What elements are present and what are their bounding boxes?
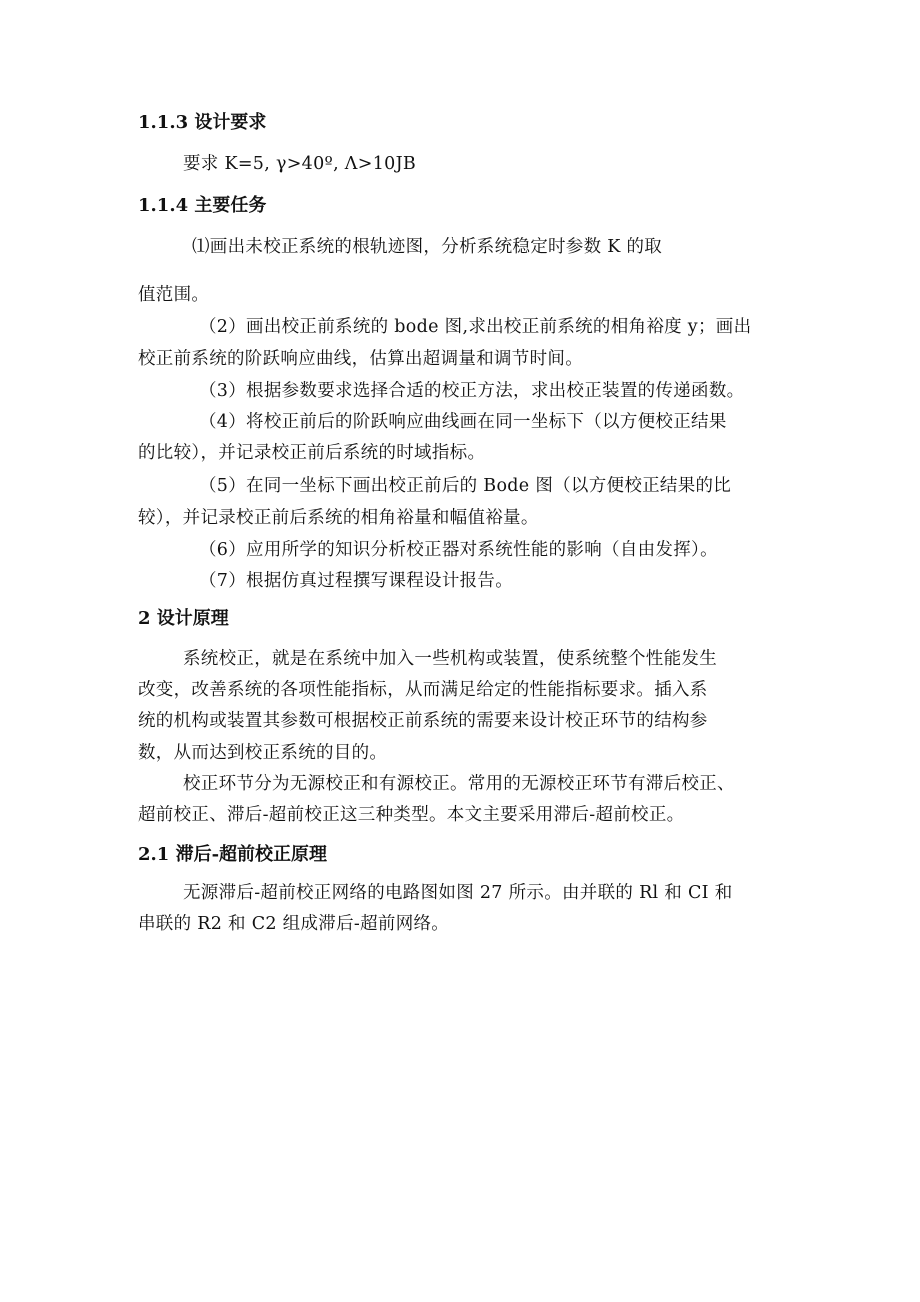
lag-lead-p-line-1: 无源滞后-超前校正网络的电路图如图 27 所示。由并联的 Rl 和 CI 和 <box>183 883 733 903</box>
principle-p1-line-1: 系统校正，就是在系统中加入一些机构或装置，使系统整个性能发生 <box>183 649 717 669</box>
task-2-line-1: （2）画出校正前系统的 bode 图,求出校正前系统的相角裕度 y；画出 <box>199 317 752 337</box>
principle-p2-line-2: 超前校正、滞后-超前校正这三种类型。本文主要采用滞后-超前校正。 <box>138 805 685 825</box>
section-heading-2-1: 2.1 滞后-超前校正原理 <box>138 844 328 865</box>
principle-p2-line-1: 校正环节分为无源校正和有源校正。常用的无源校正环节有滞后校正、 <box>183 774 735 794</box>
task-1-line-2: 值范围。 <box>138 285 210 305</box>
task-2-line-2: 校正前系统的阶跃响应曲线，估算出超调量和调节时间。 <box>138 349 583 369</box>
section-heading-2: 2 设计原理 <box>138 608 229 629</box>
task-4-line-2: 的比较），并记录校正前后系统的时域指标。 <box>138 443 486 463</box>
section-heading-1-1-3: 1.1.3 设计要求 <box>138 112 267 133</box>
task-3: （3）根据参数要求选择合适的校正方法，求出校正装置的传递函数。 <box>199 381 745 401</box>
lag-lead-p-line-2: 串联的 R2 和 C2 组成滞后-超前网络。 <box>138 914 450 934</box>
task-4-line-1: （4）将校正前后的阶跃响应曲线画在同一坐标下（以方便校正结果 <box>199 412 727 432</box>
task-5-line-2: 较），并记录校正前后系统的相角裕量和幅值裕量。 <box>138 508 539 528</box>
principle-p1-line-3: 统的机构或装置其参数可根据校正前系统的需要来设计校正环节的结构参 <box>138 711 708 731</box>
section-heading-1-1-4: 1.1.4 主要任务 <box>138 195 267 216</box>
task-6: （6）应用所学的知识分析校正器对系统性能的影响（自由发挥）。 <box>199 540 718 560</box>
task-1-line-1: ⑴画出未校正系统的根轨迹图，分析系统稳定时参数 K 的取 <box>192 237 663 257</box>
design-requirement-text: 要求 K=5, γ>40º, Λ>10JB <box>183 154 417 174</box>
task-7: （7）根据仿真过程撰写课程设计报告。 <box>199 571 514 591</box>
principle-p1-line-4: 数，从而达到校正系统的目的。 <box>138 743 388 763</box>
task-5-line-1: （5）在同一坐标下画出校正前后的 Bode 图（以方便校正结果的比 <box>199 476 732 496</box>
principle-p1-line-2: 改变，改善系统的各项性能指标，从而满足给定的性能指标要求。插入系 <box>138 680 708 700</box>
